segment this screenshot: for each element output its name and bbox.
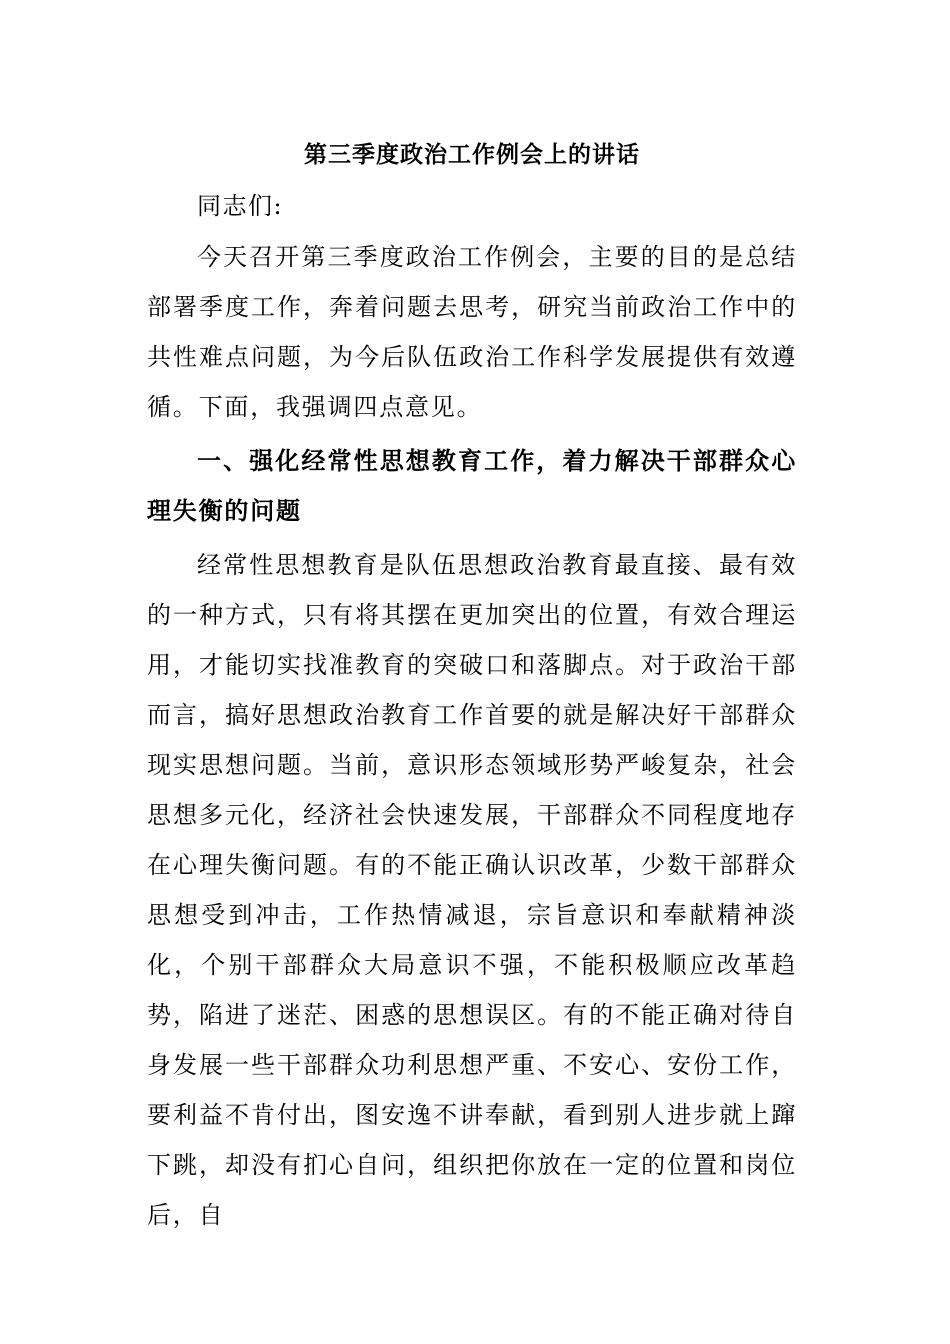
document-title: 第三季度政治工作例会上的讲话 [304, 141, 640, 168]
section-1-heading: 一、强化经常性思想教育工作，着力解决干部群众心理失衡的问题 [147, 446, 797, 525]
section-1-paragraph: 经常性思想教育是队伍思想政治教育最直接、最有效的一种方式，只有将其摆在更加突出的位置，有效合理运用，才能切实找准教育的突破口和落脚点。对于政治干部而言，搞好思想政治教育工作首要的就是解决好干部群众现实思想问题。当前，意识形态领域形势严峻复杂，社会思想多元化，经济社会快速发展，干部群众不同程度地存在心理失衡问题。有的不能正确认识改革，少数干部群众思想受到冲击，工作热情减退，宗旨意识和奉献精神淡化，个别干部群众大局意识不强，不能积极顺应改革趋势，陷进了迷茫、困惑的思想误区。有的不能正确对待自身发展一些干部群众功利思想严重、不安心、安份工作，要利益不肯付出，图安逸不讲奉献，看到别人进步就上蹿下跳，却没有扪心自问，组织把你放在一定的位置和岗位后，自 [147, 551, 797, 1229]
document-body [147, 134, 797, 1240]
intro-paragraph: 今天召开第三季度政治工作例会，主要的目的是总结部署季度工作，奔着问题去思考，研究当前政治工作中的共性难点问题，为今后队伍政治工作科学发展提供有效遵循。下面，我强调四点意见。 [147, 243, 797, 421]
greeting-line: 同志们: [197, 192, 284, 220]
